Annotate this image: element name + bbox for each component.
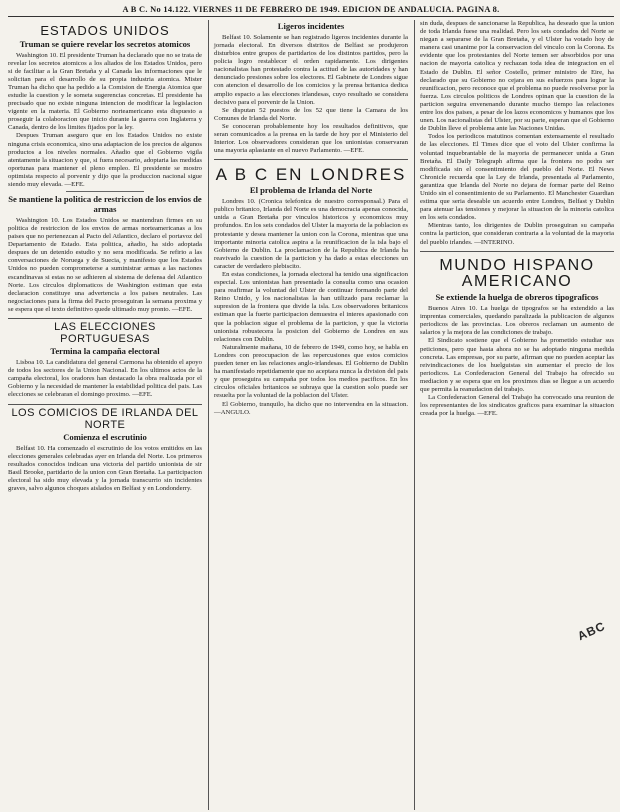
article-paragraph: Lisboa 10. La candidatura del general Carmona ha obtenido el apoyo de todos los sectores de la Union Nacional. En los ultimos actos de la campaña electoral, los oradores han destacado la obra realizada por el Gobierno y la necesidad de mantener la estabilidad politica del pais. Las elecciones se celebraran el domingo proximo. —EFE. (8, 359, 202, 399)
columns (8, 20, 614, 810)
headline-ligeros-incidentes: Ligeros incidentes (277, 21, 345, 31)
divider (420, 251, 614, 252)
divider (214, 159, 408, 160)
divider (8, 404, 202, 405)
article-paragraph: En estas condiciones, la jornada electoral ha tenido una significacion especial. Los unionistas han presentado la consulta como una ocasion para reafirmar la voluntad del Ulster de continuar formando parte del Reino Unido, y los nacionalistas la han utilizado para reclamar la supresion de la frontera que divide la isla. Los observadores britanicos estiman que la fuerte participacion demuestra el interes apasionado con que la poblacion sigue el problema de la particion, y que la victoria unionista robustecera la posicion del Gobierno de Londres en sus relaciones con Dublin. (214, 271, 408, 343)
headline-elecciones-portuguesas: LAS ELECCIONES PORTUGUESAS (54, 320, 156, 346)
subhead-truman: Truman se quiere revelar los secretos atomicos (19, 38, 191, 49)
column-3 (414, 20, 614, 810)
subhead-armas: Se mantiene la politica de restriccion de los envios de armas (8, 194, 202, 214)
article-paragraph: Se conoceran probablemente hoy los resultados definitivos, que seran comunicados a la prensa en la tarde de hoy por el Ministerio del Interior. Los observadores consideran que los unionistas conservaran una mayoria aplastante en el nuevo Parlamento. —EFE. (214, 122, 408, 155)
article-paragraph: Todos los periodicos matutinos comentan extensamente el resultado de las elecciones. El Times dice que el voto del Ulster confirma la voluntad inquebrantable de la mayoria de permanecer unida a Gran Bretaña. El Daily Telegraph afirma que la frontera no podra ser modificada sin el consentimiento del pueblo del Norte. El News Chronicle recuerda que la Ley de Irlanda, presentada al Parlamento, garantiza que Irlanda del Norte no dejara de formar parte del Reino Unido sin el consentimiento de su Parlamento. El Manchester Guardian estima que seria deseable un acuerdo entre Londres, Belfast y Dublin para atenuar las tensiones y mejorar la situacion de la minoria catolica en los seis condados. (420, 133, 614, 222)
article-paragraph: Belfast 10. Ha comenzado el escrutinio de los votos emitidos en las elecciones generales celebradas ayer en Irlanda del Norte. Los primeros resultados conocidos indican una victoria del partido unionista de sir Basil Brooke, partidario de la union con Gran Bretaña. La participacion electoral ha sido muy elevada y la jornada transcurrio sin incidentes graves, salvo algunos choques aislados en Belfast y en Londonderry. (8, 444, 202, 493)
divider (66, 191, 144, 192)
headline-comicios-irlanda: LOS COMICIOS DE IRLANDA DEL NORTE (11, 406, 199, 431)
subhead-huelga-tipografos: Se extiende la huelga de obreros tipograficos (435, 292, 599, 303)
article-paragraph: La Confederacion General del Trabajo ha convocado una reunion de los representantes de los sindicatos graficos para examinar la situacion creada por la huelga. —EFE. (420, 394, 614, 418)
article-paragraph: Washington 10. El presidente Truman ha declarado que no se trata de revelar los secretos atomicos a los aliados de los Estados Unidos, pero si de facilitar a la Gran Bretaña y al Canada las informaciones que le solicitan para el desarrollo de su propia industria atomica. Mister Truman ha dicho que ha pedido a la Comision de Energia Atomica que estudie la cuestion y le someta sugerencias concretas. El presidente ha precisado que no existe ninguna intencion de modificar la legislacion vigente en la materia. El Gobierno norteamericano esta dispuesto a proseguir la colaboracion que inicio durante la guerra con Inglaterra y Canada, dentro de los limites fijados por la ley. (8, 51, 202, 132)
subhead-escrutinio: Comienza el escrutinio (63, 431, 147, 442)
headline-estados-unidos: ESTADOS UNIDOS (40, 23, 170, 38)
subhead-problema-irlanda: El problema de Irlanda del Norte (249, 185, 373, 196)
article-paragraph: Buenos Aires 10. La huelga de tipografos se ha extendido a las imprentas comerciales, quedando paralizada la publicacion de algunos periodicos de las provincias. Los obreros reclaman un aumento de salarios y la mejora de las condiciones de trabajo. (420, 305, 614, 337)
masthead: A B C. No 14.122. VIERNES 11 DE FEBRERO DE 1949. EDICION DE ANDALUCIA. PAGINA 8. (8, 4, 614, 17)
article-paragraph: sin duda, despues de sancionarse la Republica, ha deseado que la union de toda Irlanda fuese una realidad. Pero los seis condados del Norte se niegan a separarse de la Gran Bretaña, y el Ulster ha votado hoy de manera casi unanime por la conservacion del vinculo con la Corona. Es evidente que los protestantes del Norte temen ser absorbidos por una nacion de mayoria catolica y rechazan toda idea de integracion en el Estado de Dublin. El señor Costello, primer ministro de Eire, ha declarado que su Gobierno no cejara en sus esfuerzos para lograr la reunificacion, pero reconoce que el problema no puede resolverse por la fuerza. Los circulos politicos de Londres opinan que la cuestion de la particion seguira envenenando durante mucho tiempo las relaciones entre los dos paises, a pesar de los lazos economicos y humanos que los unen. Los nacionalistas del Ulster, por su parte, esperan que el Gobierno de Dublin lleve el problema ante las Naciones Unidas. (420, 20, 614, 133)
article-paragraph: Londres 10. (Cronica telefonica de nuestro corresponsal.) Para el publico britanico, Irlanda del Norte es una democracia apenas conocida, unida a Gran Bretaña por vinculos historicos y economicos muy profundos. En los seis condados del Ulster la mayoria de la poblacion es protestante y desea mantener la union con la Corona, mientras que una importante minoria catolica aspira a la reunificacion de la isla bajo el Gobierno de Dublin. La proclamacion de la Republica de Irlanda ha reavivado la cuestion de la particion y ha dado a estas elecciones un caracter de verdadero plebiscito. (214, 198, 408, 270)
article-paragraph: Naturalmente mañana, 10 de febrero de 1949, como hoy, se habla en Londres con preocupacion de las repercusiones que estos comicios pueden tener en las relaciones anglo-irlandesas. El Gobierno de Dublin ha manifestado repetidamente que no aceptara nunca la division del pais y que proseguira su campaña por todos los medios pacificos. En los circulos oficiales britanicos se subraya que la cuestion solo puede ser resuelta por la voluntad de la poblacion del Ulster. (214, 343, 408, 400)
article-paragraph: Washington 10. Los Estados Unidos se mantendran firmes en su politica de restriccion de los envios de armas norteamericanas a los paises que no pertenezcan al Pacto del Atlantico, declaro el portavoz del Departamento de Estado. Esta politica, añadio, ha sido adoptada despues de un detenido estudio y no sera modificada. Se refirio a las conversaciones de Noruega y de Suecia, y manifesto que los Estados Unidos no pueden comprometerse a suministrar armas a las naciones escandinavas si estas no se adhieren al sistema de defensa del Atlantico Norte. Los circulos diplomaticos de Washington estiman que esta declaracion constituye una advertencia a los paises neutrales. Las negociaciones para la firma del Pacto proseguiran la semana proxima y se espera que el texto definitivo quede ultimado muy pronto. —EFE. (8, 216, 202, 313)
headline-mundo-hispano-americano: MUNDO HISPANO AMERICANO (439, 256, 595, 291)
subhead-campana: Termina la campaña electoral (50, 346, 160, 357)
article-paragraph: Despues Truman aseguro que en los Estados Unidos no existe ninguna crisis economica, sino una adaptacion de los precios de algunos productos a los niveles normales. Añadio que el Gobierno vigila atentamente la situacion y que, si fuera necesario, adoptaria las medidas oportunas para mantener el pleno empleo. El presidente se mostro optimista respecto al porvenir y dijo que la produccion nacional sigue siendo muy elevada. —EFE. (8, 132, 202, 189)
article-paragraph: El Gobierno, tranquilo, ha dicho que no intervendra en la situacion. —ANGULO. (214, 400, 408, 416)
article-paragraph: El Sindicato sostiene que el Gobierno ha prometido estudiar sus peticiones, pero que hasta ahora no se ha adoptado ninguna medida concreta. Las empresas, por su parte, afirman que no pueden aceptar las reivindicaciones de los huelguistas sin aumentar el precio de los periodicos. La Confederacion General del Trabajo ha ofrecido su mediacion y se espera que en los proximos dias se llegue a un acuerdo que permita la reanudacion del trabajo. (420, 337, 614, 394)
divider (8, 318, 202, 319)
abc-stamp: ABC (575, 618, 608, 644)
article-paragraph: Belfast 10. Solamente se han registrado ligeros incidentes durante la jornada electoral. En diversos distritos de Belfast se produjeron disturbios entre grupos de partidarios de los distintos partidos, pero la policia logro restablecer el orden rapidamente. Los dirigentes nacionalistas han protestado contra la actitud de las autoridades y han denunciado presiones sobre los electores. El Gabinete de Londres sigue con atencion el desarrollo de los comicios y la prensa britanica dedica amplio espacio a las elecciones irlandesas, cuyo resultado se considera decisivo para el porvenir de la Union. (214, 33, 408, 106)
column-1 (8, 20, 202, 810)
column-2 (208, 20, 408, 810)
headline-abc-en-londres: A B C EN LONDRES (215, 165, 407, 185)
article-paragraph: Mientras tanto, los dirigentes de Dublin proseguiran su campaña contra la particion, que consideran contraria a la voluntad de la mayoria del pueblo irlandes. —INTERINO. (420, 222, 614, 246)
article-paragraph: Se disputan 52 puestos de los 52 que tiene la Camara de los Comunes de Irlanda del Norte. (214, 106, 408, 122)
